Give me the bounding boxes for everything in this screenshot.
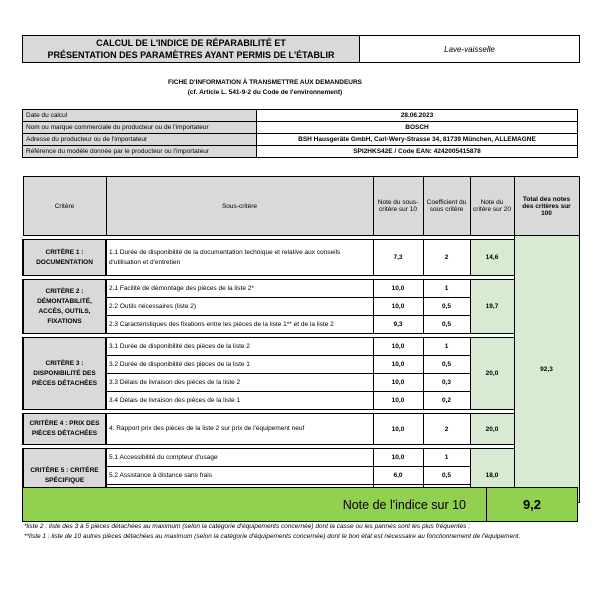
sub-criterion-label: 5.2 Assistance à distance sans frais <box>106 467 373 485</box>
final-score-bar <box>22 487 578 522</box>
total-score: 92,3 <box>514 236 579 503</box>
sub-criterion-note: 10,0 <box>373 392 423 410</box>
header-box <box>22 35 580 63</box>
sub-criterion-coef: 2 <box>423 240 470 276</box>
sub-criterion-note: 10,0 <box>373 449 423 467</box>
info-label: Adresse du producteur ou de l'importateur <box>23 134 257 146</box>
sub-criterion-note: 9,3 <box>373 316 423 334</box>
sub-criterion-coef: 0,5 <box>423 298 470 316</box>
sub-criterion-coef: 2 <box>423 414 470 445</box>
sub-criterion-coef: 0,5 <box>423 316 470 334</box>
info-value: BOSCH <box>257 122 578 134</box>
info-row <box>23 134 578 146</box>
col-sous-critere: Sous-critère <box>106 177 373 236</box>
sub-criterion-coef: 0,2 <box>423 392 470 410</box>
fiche-line2: (cf. Article L. 541-9-2 du Code de l'environnement) <box>187 89 343 96</box>
col-critere: Critère <box>23 177 106 236</box>
criterion-label: CRITÈRE 1 : DOCUMENTATION <box>23 240 106 276</box>
sub-criterion-coef: 1 <box>423 449 470 467</box>
sub-criterion-label: 4. Rapport prix des pièces de la liste 2 sur prix de l'équipement neuf <box>106 414 373 445</box>
sub-criterion-label: 2.3 Caractéristiques des fixations entre les pièces de la liste 1** et de la liste 2 <box>106 316 373 334</box>
sub-criterion-coef: 1 <box>423 280 470 298</box>
score-table-header <box>23 177 579 236</box>
sub-criterion-label: 3.2 Durée de disponibilité des pièces de la liste 1 <box>106 356 373 374</box>
sub-criterion-label: 3.4 Délais de livraison des pièces de la liste 1 <box>106 392 373 410</box>
sub-criterion-coef: 1 <box>423 338 470 356</box>
criterion-score: 20,0 <box>470 338 514 410</box>
col-note-sous: Note du sous-critère sur 10 <box>373 177 423 236</box>
sub-criterion-note: 10,0 <box>373 280 423 298</box>
table-row <box>23 338 579 356</box>
criterion-label: CRITÈRE 2 : DÉMONTABILITÉ, ACCÈS, OUTILS, FIXATIONS <box>23 280 106 334</box>
info-label: Nom ou marque commerciale du producteur ou de l'importateur <box>23 122 257 134</box>
criterion-score: 20,0 <box>470 414 514 445</box>
sub-criterion-label: 3.1 Durée de disponibilité des pièces de la liste 2 <box>106 338 373 356</box>
sub-criterion-label: 2.2 Outils nécessaires (liste 2) <box>106 298 373 316</box>
sub-criterion-note: 6,0 <box>373 467 423 485</box>
criterion-score: 14,6 <box>470 240 514 276</box>
sub-criterion-label: 2.1 Facilité de démontage des pièces de la liste 2* <box>106 280 373 298</box>
sub-criterion-note: 10,0 <box>373 298 423 316</box>
final-score-value: 9,2 <box>486 488 577 521</box>
sub-criterion-note: 10,0 <box>373 414 423 445</box>
table-row <box>23 449 579 467</box>
col-total: Total des notes des critères sur 100 <box>514 177 579 236</box>
info-value: BSH Hausgeräte GmbH, Carl-Wery-Strasse 34, 81739 München, ALLEMAGNE <box>257 134 578 146</box>
info-value: 28.06.2023 <box>257 110 578 122</box>
sub-criterion-note: 10,0 <box>373 374 423 392</box>
info-label: Date du calcul <box>23 110 257 122</box>
sub-criterion-label: 1.1 Durée de disponibilité de la documentation technique et relative aux conseils d'utilisation et d'entretien <box>106 240 373 276</box>
sub-criterion-label: 3.3 Délais de livraison des pièces de la liste 2 <box>106 374 373 392</box>
info-value: SPI2HKS42E / Code EAN: 4242005415878 <box>257 146 578 158</box>
criterion-label: CRITÈRE 5 : CRITÈRE SPÉCIFIQUE <box>23 449 106 503</box>
table-row <box>23 240 579 276</box>
sub-criterion-coef: 0,3 <box>423 374 470 392</box>
fiche-line1: FICHE D'INFORMATION À TRANSMETTRE AUX DEMANDEURS <box>167 79 362 86</box>
header-title-line2: PRÉSENTATION DES PARAMÈTRES AYANT PERMIS DE L'ÉTABLIR <box>47 50 335 60</box>
criterion-label: CRITÈRE 4 : PRIX DES PIÈCES DÉTACHÉES <box>23 414 106 445</box>
table-row <box>23 280 579 298</box>
footnotes <box>24 522 584 541</box>
col-coef: Coefficient du sous critère <box>423 177 470 236</box>
sub-criterion-label: 5.1 Accessibilité du compteur d'usage <box>106 449 373 467</box>
footnote-list2: *liste 2 : liste des 3 à 5 pièces détachées au maximum (selon la catégorie d'équipements concernée) dont la casse ou les pannes sont les plus fréquentes ; <box>24 523 471 530</box>
info-label: Référence du modèle donnée par le producteur ou l'importateur <box>23 146 257 158</box>
sub-criterion-note: 7,3 <box>373 240 423 276</box>
info-table <box>22 109 578 158</box>
criterion-label: CRITÈRE 3 : DISPONIBILITÉ DES PIÈCES DÉTACHÉES <box>23 338 106 410</box>
info-row <box>23 146 578 158</box>
footnote-list1: **liste 1 : liste de 10 autres pièces détachées au maximum (selon la catégorie d'équipements concernée) dont le bon état est nécessaire au fonctionnement de l'équipement. <box>24 532 521 540</box>
sub-criterion-coef: 0,5 <box>423 467 470 485</box>
final-score-label: Note de l'indice sur 10 <box>342 497 466 512</box>
col-note-critere: Note du critère sur 20 <box>470 177 514 236</box>
product-type: Lave-vaisselle <box>444 44 495 54</box>
sub-criterion-note: 10,0 <box>373 338 423 356</box>
info-row <box>23 122 578 134</box>
sub-criterion-note: 10,0 <box>373 356 423 374</box>
score-table <box>22 176 580 503</box>
info-row <box>23 110 578 122</box>
fiche-heading <box>115 78 415 98</box>
criterion-score: 19,7 <box>470 280 514 334</box>
criterion-score: 18,0 <box>470 449 514 503</box>
header-title-line1: CALCUL DE L'INDICE DE RÉPARABILITÉ ET <box>96 38 286 48</box>
header-title <box>23 36 360 62</box>
sub-criterion-coef: 0,5 <box>423 356 470 374</box>
table-row <box>23 414 579 445</box>
